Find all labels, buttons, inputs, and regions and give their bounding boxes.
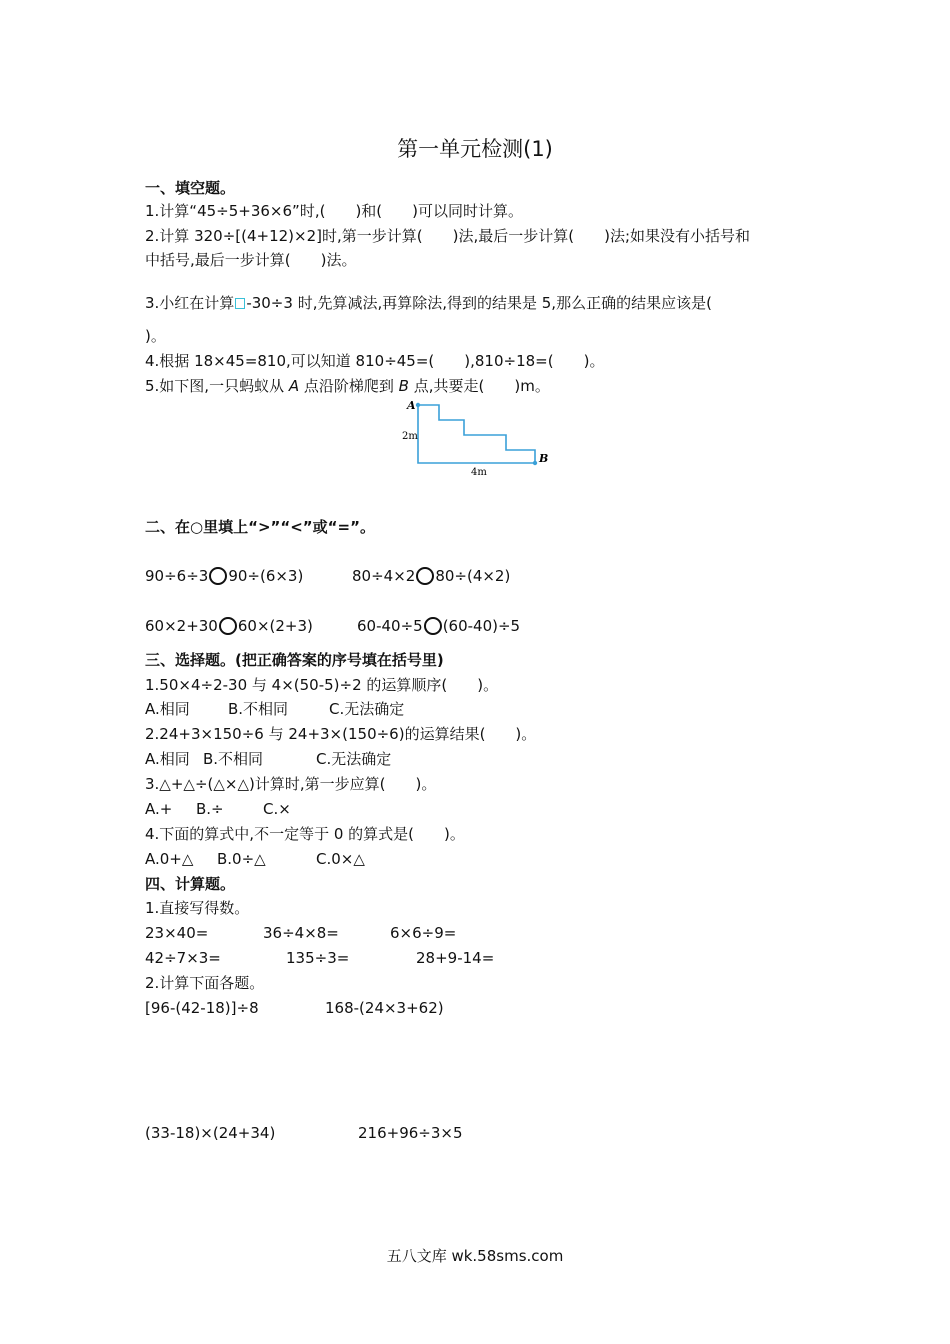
- calc-problem: 168-(24×3+62): [325, 999, 444, 1017]
- footer-watermark: 五八文库 wk.58sms.com: [386, 1247, 564, 1265]
- option-3-3-b: B.÷: [196, 800, 224, 818]
- compare-2: 80÷4×2 80÷(4×2): [352, 567, 511, 585]
- option-3-2-b: B.不相同: [203, 750, 264, 768]
- section-3-heading: 三、选择题。(把正确答案的序号填在括号里): [145, 651, 444, 669]
- mental-calc: 135÷3=: [286, 949, 350, 967]
- option-3-3-a: A.+: [145, 800, 173, 818]
- option-3-3-c: C.×: [263, 800, 291, 818]
- mental-calc: 36÷4×8=: [263, 924, 339, 942]
- question-3-2: 2.24+3×150÷6 与 24+3×(150÷6)的运算结果( )。: [145, 725, 537, 743]
- option-3-2-a: A.相同: [145, 750, 190, 768]
- answer-circle[interactable]: [424, 617, 442, 635]
- mental-calc: 23×40=: [145, 924, 209, 942]
- calc-problem: 216+96÷3×5: [358, 1124, 463, 1142]
- question-1-2-line2: 中括号,最后一步计算( )法。: [145, 251, 357, 269]
- question-1-1: 1.计算“45÷5+36×6”时,( )和( )可以同时计算。: [145, 202, 523, 220]
- compare-1: 90÷6÷3 90÷(6×3): [145, 567, 304, 585]
- point-a-dot: [416, 403, 420, 407]
- option-3-4-a: A.0+△: [145, 850, 194, 868]
- width-label: 4m: [471, 467, 487, 478]
- answer-circle[interactable]: [416, 567, 434, 585]
- answer-circle[interactable]: [219, 617, 237, 635]
- mental-calc: 6×6÷9=: [390, 924, 457, 942]
- answer-circle[interactable]: [209, 567, 227, 585]
- height-label: 2m: [402, 431, 418, 442]
- option-3-4-b: B.0÷△: [217, 850, 266, 868]
- option-3-4-c: C.0×△: [316, 850, 365, 868]
- section-4-heading: 四、计算题。: [145, 875, 236, 893]
- option-3-1-b: B.不相同: [228, 700, 289, 718]
- blank-box-icon: [235, 298, 245, 309]
- section-1-heading: 一、填空题。: [145, 179, 236, 197]
- question-1-3-line2: )。: [145, 327, 166, 345]
- staircase-path: [418, 405, 535, 463]
- compare-3: 60×2+30 60×(2+3): [145, 617, 313, 635]
- option-3-1-c: C.无法确定: [329, 700, 405, 718]
- mental-calc: 42÷7×3=: [145, 949, 221, 967]
- option-3-1-a: A.相同: [145, 700, 190, 718]
- section-2-heading: 二、在○里填上“>”“<”或“=”。: [145, 518, 375, 536]
- question-3-4: 4.下面的算式中,不一定等于 0 的算式是( )。: [145, 825, 465, 843]
- point-b-dot: [533, 461, 537, 465]
- question-1-4: 4.根据 18×45=810,可以知道 810÷45=( ),810÷18=( )。: [145, 352, 605, 370]
- question-3-1: 1.50×4÷2-30 与 4×(50-5)÷2 的运算顺序( )。: [145, 676, 499, 694]
- staircase-figure: [396, 396, 556, 478]
- label-a: A: [407, 399, 416, 412]
- page-title: 第一单元检测(1): [397, 137, 553, 161]
- mental-calc: 28+9-14=: [416, 949, 495, 967]
- calc-problem: (33-18)×(24+34): [145, 1124, 276, 1142]
- label-b: B: [539, 452, 549, 465]
- calc-problem: [96-(42-18)]÷8: [145, 999, 259, 1017]
- sub-4-1: 1.直接写得数。: [145, 899, 250, 917]
- question-1-5: 5.如下图,一只蚂蚁从 A 点沿阶梯爬到 B 点,共要走( )m。: [145, 377, 550, 395]
- option-3-2-c: C.无法确定: [316, 750, 392, 768]
- sub-4-2: 2.计算下面各题。: [145, 974, 265, 992]
- question-1-3-line1: 3.小红在计算 -30÷3 时,先算减法,再算除法,得到的结果是 5,那么正确的结果应该是(: [145, 294, 712, 312]
- compare-4: 60-40÷5 (60-40)÷5: [357, 617, 521, 635]
- question-1-2-line1: 2.计算 320÷[(4+12)×2]时,第一步计算( )法,最后一步计算( )法;如果没有小括号和: [145, 227, 750, 245]
- question-3-3: 3.△+△÷(△×△)计算时,第一步应算( )。: [145, 775, 437, 793]
